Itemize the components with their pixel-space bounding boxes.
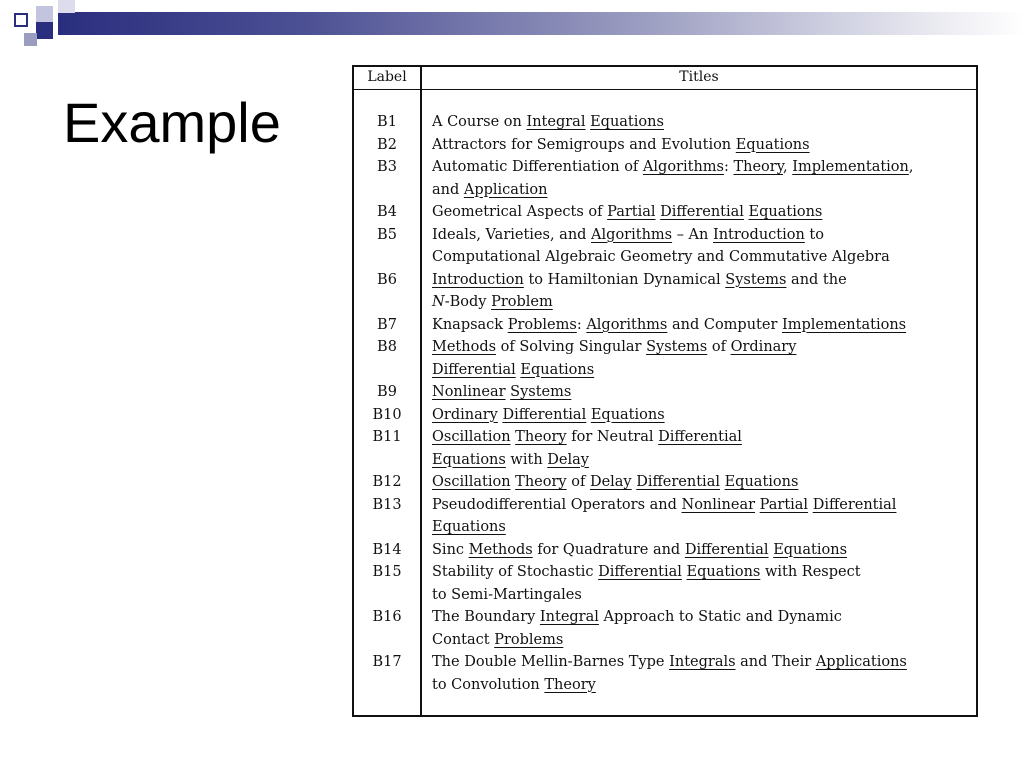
title-text: The Boundary [432,609,540,625]
table-row [354,336,976,381]
row-label: B14 [372,541,402,558]
decorative-square [14,13,28,27]
row-label: B12 [372,474,402,490]
title-text: , [908,159,914,175]
title-text: N [432,294,445,310]
underlined-keyword: Differential [660,204,744,220]
title-line [432,246,890,269]
underlined-keyword: Equations [590,114,664,130]
underlined-keyword: Application [463,181,548,198]
titles-table [352,65,978,717]
title-line [432,471,798,494]
underlined-keyword: Equations [748,204,823,220]
underlined-keyword: Equations [773,541,848,558]
row-label: B10 [372,406,402,423]
underlined-keyword: Integral [526,114,586,130]
title-text: for Quadrature and [532,541,685,558]
title-line [432,561,861,584]
row-title [432,201,822,224]
row-label: B13 [372,496,402,513]
underlined-keyword: Equations [724,474,799,490]
underlined-keyword: Differential [502,406,587,423]
row-label: B4 [377,204,397,220]
decorative-square [58,0,75,13]
title-text: -Body [444,294,492,310]
table-row [354,156,976,201]
title-text: with Respect [760,564,861,580]
underlined-keyword: Oscillation [432,429,511,445]
decorative-square [36,22,53,39]
underlined-keyword: Algorithms [586,316,668,333]
underlined-keyword: Equations [735,136,810,153]
decorative-square [14,42,24,52]
title-text: to [804,226,824,243]
underlined-keyword: Differential [432,361,516,378]
row-title [432,314,906,337]
title-line [432,381,571,404]
row-title [432,224,890,269]
table-row [354,381,976,404]
title-line [432,516,896,539]
table-row [354,426,976,471]
table-row [354,471,976,494]
underlined-keyword: Integrals [669,654,736,670]
title-text: with [505,451,548,468]
title-text: : [576,316,587,333]
row-label: B6 [377,271,397,288]
row-title [432,539,847,562]
title-text: of Solving Singular [496,339,647,355]
title-line [432,336,796,359]
title-text: and Computer [667,316,782,333]
table-row [354,404,976,427]
title-text: Automatic Differentiation of [432,159,643,175]
title-line [432,134,810,157]
underlined-keyword: Methods [468,541,533,558]
underlined-keyword: Algorithms [642,159,724,175]
row-title [432,336,796,381]
header-rule [354,89,976,90]
row-label: B17 [372,654,402,670]
table-row [354,111,976,134]
table-row [354,561,976,606]
underlined-keyword: Equations [686,564,761,580]
row-label: B2 [377,136,397,153]
row-label: B8 [377,339,397,355]
title-line [432,494,896,517]
title-text: – An [672,226,713,243]
underlined-keyword: Partial [759,496,809,513]
underlined-keyword: Integral [539,609,599,625]
row-label: B3 [377,159,397,175]
underlined-keyword: Oscillation [432,474,511,490]
underlined-keyword: Equations [432,519,506,535]
underlined-keyword: Introduction [432,271,524,288]
row-title [432,111,664,134]
title-text: and the [786,271,847,288]
row-title [432,606,842,651]
table-row [354,651,976,696]
title-line [432,404,665,427]
title-text: Attractors for Semigroups and Evolution [432,136,736,153]
title-text: Pseudodifferential Operators and [432,496,682,513]
underlined-keyword: Equations [432,451,506,468]
underlined-keyword: Nonlinear [681,496,756,513]
title-line [432,539,847,562]
underlined-keyword: Systems [646,339,708,355]
underlined-keyword: Theory [515,474,567,490]
table-row [354,539,976,562]
underlined-keyword: Nonlinear [432,384,506,400]
title-line [432,269,847,292]
underlined-keyword: Methods [432,339,497,355]
table-row [354,134,976,157]
title-text: Ideals, Varieties, and [432,226,592,243]
title-line [432,359,796,382]
row-label: B11 [372,429,402,445]
title-line [432,606,842,629]
table-row [354,314,976,337]
row-label: B16 [372,609,402,625]
underlined-keyword: Implementation [792,159,909,175]
table-row [354,269,976,314]
title-text: , [783,159,793,175]
title-line [432,224,890,247]
title-text: Contact [432,631,495,648]
underlined-keyword: Implementations [782,316,907,333]
label-column-header: Label [367,69,407,85]
row-title [432,269,847,314]
underlined-keyword: Applications [815,654,907,670]
title-text: Knapsack [432,316,508,333]
row-title [432,651,907,696]
underlined-keyword: Problems [494,631,564,648]
title-text: Geometrical Aspects of [432,204,608,220]
table-row [354,201,976,224]
row-label: B15 [372,564,402,580]
title-line [432,651,907,674]
underlined-keyword: Differential [598,564,682,580]
title-line [432,426,742,449]
decorative-square [36,6,53,23]
title-line [432,449,742,472]
underlined-keyword: Theory [544,676,596,693]
underlined-keyword: Theory [733,159,783,175]
title-text: of [566,474,590,490]
underlined-keyword: Equations [590,406,665,423]
underlined-keyword: Problem [491,294,553,310]
title-line [432,674,907,697]
title-text: A Course on [432,114,527,130]
title-text: Computational Algebraic Geometry and Commutative Algebra [432,249,890,265]
underlined-keyword: Systems [510,384,572,400]
row-label: B5 [377,226,397,243]
title-text: Approach to Static and Dynamic [598,609,842,625]
row-label: B1 [377,114,397,130]
underlined-keyword: Theory [515,429,567,445]
underlined-keyword: Ordinary [432,406,498,423]
underlined-keyword: Delay [547,451,589,468]
underlined-keyword: Algorithms [591,226,673,243]
title-text: and Their [735,654,816,670]
title-line [432,201,822,224]
row-label: B7 [377,316,397,333]
row-title [432,381,571,404]
slide-title: Example [63,91,281,154]
underlined-keyword: Equations [520,361,595,378]
row-title [432,561,861,606]
row-title [432,471,798,494]
header-gradient-bar [58,12,1024,35]
title-text: The Double Mellin-Barnes Type [432,654,670,670]
row-title [432,156,913,201]
title-line [432,111,664,134]
underlined-keyword: Differential [658,429,742,445]
titles-column-header: Titles [679,69,719,85]
title-text: for Neutral [566,429,659,445]
title-line [432,291,847,314]
underlined-keyword: Differential [812,496,897,513]
row-title [432,426,742,471]
row-title [432,494,896,539]
row-label: B9 [377,384,397,400]
underlined-keyword: Delay [589,474,632,490]
title-line [432,629,842,652]
underlined-keyword: Partial [607,204,656,220]
title-line [432,179,913,202]
title-text: of [707,339,731,355]
table-row [354,224,976,269]
underlined-keyword: Ordinary [730,339,797,355]
title-text: Sinc [432,541,469,558]
title-line [432,584,861,607]
table-row [354,494,976,539]
table-body [354,111,976,696]
title-text: to Hamiltonian Dynamical [523,271,726,288]
row-title [432,404,665,427]
title-text: : [723,159,734,175]
title-text: and [432,181,464,198]
row-title [432,134,810,157]
underlined-keyword: Differential [636,474,720,490]
title-line [432,156,913,179]
underlined-keyword: Differential [684,541,769,558]
underlined-keyword: Problems [507,316,577,333]
underlined-keyword: Systems [725,271,787,288]
table-row [354,606,976,651]
title-text: to Convolution [432,676,545,693]
decorative-square [24,33,37,46]
title-text: to Semi-Martingales [432,586,582,603]
underlined-keyword: Introduction [712,226,805,243]
title-line [432,314,906,337]
title-text: Stability of Stochastic [432,564,599,580]
